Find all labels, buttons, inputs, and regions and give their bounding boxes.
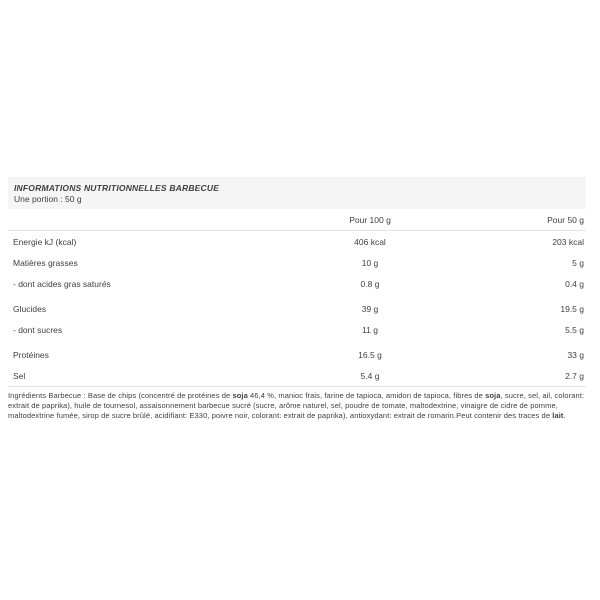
value-per-50g: 5 g [572,257,584,268]
nutrient-label: Matières grasses [13,257,78,268]
nutrient-label: - dont acides gras saturés [13,278,111,289]
value-per-100g: 10 g [361,257,379,268]
ingredients-text: , sucre, sel, ail, colorant: extrait de paprika), huile de tournesol, assaisonnement barbecue sucré (sucre, arôme naturel, sel, poudre de tomate, maltodextrine, vinaigre de cidre de pomme, maltodextrine fumée, sirop de sucre brûlé, acidifiant: E330, poivre noir, colorant: extrait de paprika), antioxydant: extrait de romarin.Peut contenir des traces de [8,391,585,420]
ingredients-paragraph [8,391,586,421]
value-per-100g: 39 g [361,303,379,314]
table-bottom-divider [8,386,586,387]
nutrition-section [8,177,586,421]
value-per-100g: 11 g [362,324,378,335]
allergen-bold-text: soja [232,391,248,400]
ingredients-text: 46,4 %, manioc frais, farine de tapioca, amidon de tapioca, fibres de [247,391,486,400]
value-per-50g: 203 kcal [552,236,584,247]
nutrient-label: Protéines [13,349,49,360]
table-row [8,273,586,294]
table-row [8,365,586,386]
table-row [8,252,586,273]
value-per-100g: 16.5 g [358,349,382,360]
table-row [8,231,586,252]
nutrition-title: INFORMATIONS NUTRITIONNELLES BARBECUE [14,183,220,193]
nutrition-header-box [8,177,586,209]
allergen-bold-text: soja [485,391,501,400]
ingredients-text: . [563,411,566,420]
nutrient-label: Glucides [13,303,47,314]
allergen-bold-text: lait [552,411,564,420]
ingredients-text: Ingrédients Barbecue : Base de chips (concentré de protéines de [8,391,233,400]
value-per-50g: 33 g [567,349,584,360]
nutrient-label: - dont sucres [13,324,63,335]
value-per-100g: 406 kcal [354,236,386,247]
nutrient-label: Energie kJ (kcal) [13,236,77,247]
table-row [8,319,586,340]
column-header-per-50g: Pour 50 g [547,214,584,225]
table-row [8,298,586,319]
value-per-50g: 0.4 g [565,278,584,289]
table-row [8,344,586,365]
table-column-headers [8,209,586,231]
value-per-50g: 2.7 g [565,370,584,381]
value-per-100g: 5.4 g [360,370,380,381]
value-per-100g: 0.8 g [360,278,380,289]
value-per-50g: 19.5 g [560,303,584,314]
nutrition-table-body [8,231,586,386]
nutrient-label: Sel [13,370,26,381]
column-header-per-100g: Pour 100 g [349,214,391,225]
value-per-50g: 5.5 g [565,324,584,335]
portion-label: Une portion : 50 g [14,194,82,204]
